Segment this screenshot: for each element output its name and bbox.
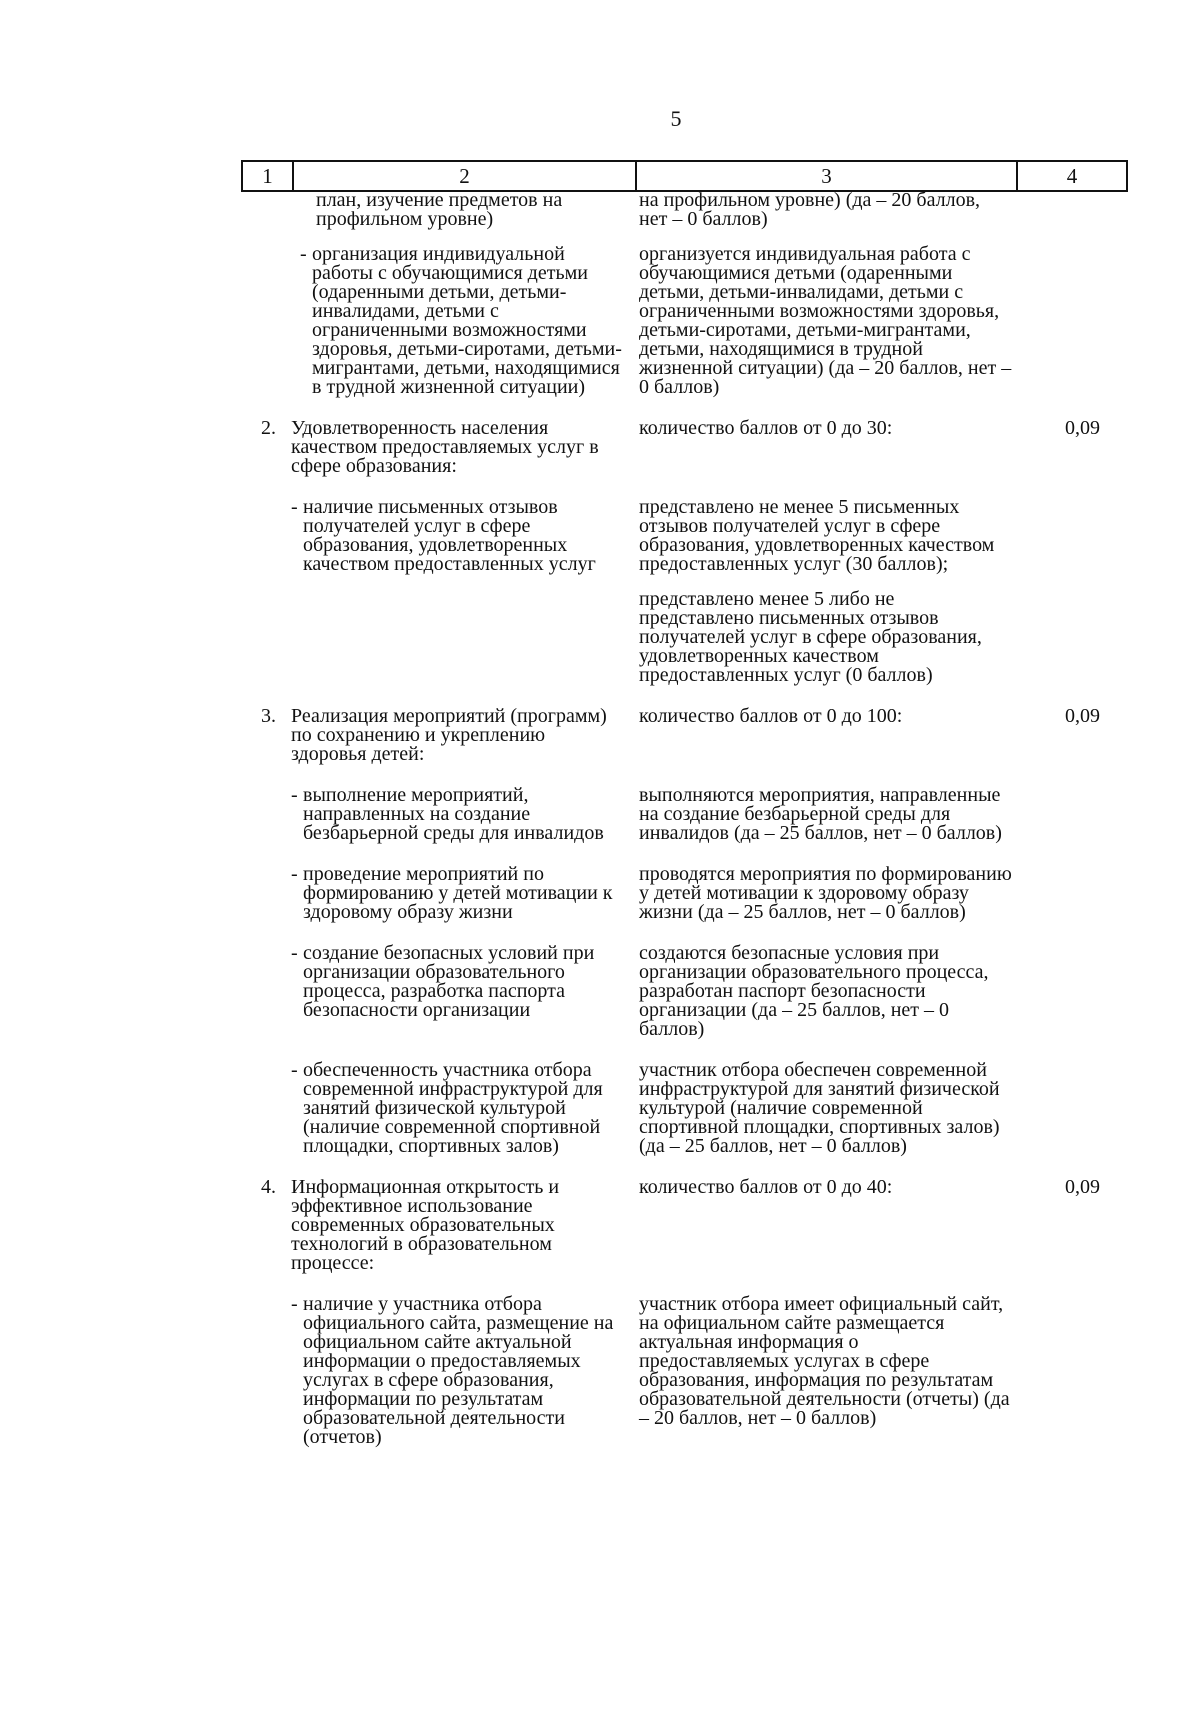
table-row xyxy=(241,191,1128,229)
criterion-text: обеспеченность участника отбора современной инфраструктурой для занятий физической культурой (наличие современной спортивной площадки, спортивных залов) xyxy=(303,1059,603,1157)
score-text: на профильном уровне) (да – 20 баллов, нет – 0 баллов) xyxy=(639,189,981,230)
table-row xyxy=(241,1178,1128,1273)
table-row: - проведение мероприятий по формированию у детей мотивации к здоровому образу жизни проводятся мероприятия по формированию у детей мотивации к здоровому образу жизни (да – 25 баллов, нет – 0 баллов) xyxy=(291,863,1012,923)
score-text: участник отбора обеспечен современной инфраструктурой для занятий физической культурой (наличие современной спортивной площадки, спортивных залов) (да – 25 баллов, нет – 0 баллов) xyxy=(639,1059,1000,1157)
row-number: 3. xyxy=(261,705,276,727)
score-text: участник отбора имеет официальный сайт, на официальном сайте размещается актуальная информация о предоставляемых услугах в сфере образования, информация по результатам образовательной деятельности (отчеты) (да – 20 баллов, нет – 0 баллов) xyxy=(639,1293,1010,1429)
header-col-4: 4 xyxy=(1066,164,1078,188)
score-text: организуется индивидуальная работа с обучающимися детьми (одаренными детьми, детьми-инвалидами, детьми с ограниченными возможностями здоровья, детьми-сиротами, детьми-мигрантами, детьми, находящимися в трудной жизненной ситуации) (да – 20 баллов, нет – 0 баллов) xyxy=(639,243,1012,398)
row-number: 2. xyxy=(261,417,276,439)
criterion-text: план, изучение предметов на профильном уровне) xyxy=(316,189,563,230)
header-col-1: 1 xyxy=(243,162,294,190)
table-header xyxy=(241,160,1128,192)
row-number: 4. xyxy=(261,1176,276,1198)
table-row xyxy=(241,419,1128,476)
table-row xyxy=(241,707,1128,764)
weight-value: 0,09 xyxy=(1065,417,1100,439)
score-text: создаются безопасные условия при организации образовательного процесса, разработан паспорт безопасности организации (да – 25 баллов, нет – 0 баллов) xyxy=(639,942,989,1040)
table-row: - выполнение мероприятий, направленных на создание безбарьерной среды для инвалидов выполняются мероприятия, направленные на создание безбарьерной среды для инвалидов (да – 25 баллов, нет – 0 баллов) xyxy=(241,786,1128,843)
criterion-text: Удовлетворенность населения качеством предоставляемых услуг в сфере образования: xyxy=(291,417,599,477)
score-text: представлено не менее 5 письменных отзывов получателей услуг в сфере образования, удовлетворенных качеством предоставленных услуг (30 баллов); xyxy=(639,496,995,575)
table-row: - обеспеченность участника отбора современной инфраструктурой для занятий физической культурой (наличие современной спортивной площадки, спортивных залов) участник отбора обеспечен современной инфраструктурой для занятий физической культурой (наличие современной спортивной площадки, спортивных залов) (да – 25 баллов, нет – 0 баллов) xyxy=(241,1061,1128,1156)
table-row: - организация индивидуальной работы с обучающимися детьми (одаренными детьми, детьми-инвалидами, детьми с ограниченными возможностями здоровья, детьми-сиротами, детьми-мигрантами, детьми, находящимися в трудной жизненной ситуации) организуется индивидуальная работа с обучающимися детьми (одаренными детьми, детьми-инвалидами, детьми с ограниченными возможностями здоровья, детьми-сиротами, детьми-мигрантами, детьми, находящимися в трудной жизненной ситуации) (да – 20 баллов, нет – 0 баллов) xyxy=(300,243,1012,398)
score-text: количество баллов от 0 до 40: xyxy=(639,1176,893,1198)
score-text: проводятся мероприятия по формированию у детей мотивации к здоровому образу жизни (да – 25 баллов, нет – 0 баллов) xyxy=(639,863,1012,923)
header-col-3: 3 xyxy=(637,162,1018,190)
weight-value: 0,09 xyxy=(1065,1176,1100,1198)
criterion-text: Информационная открытость и эффективное использование современных образовательных технологий в образовательном процессе: xyxy=(291,1176,560,1274)
table-row: - создание безопасных условий при организации образовательного процесса, разработка паспорта безопасности организации создаются безопасные условия при организации образовательного процесса, разработан паспорт безопасности организации (да – 25 баллов, нет – 0 баллов) xyxy=(241,944,1128,1039)
header-col-2: 2 xyxy=(294,162,637,190)
criteria-table-body xyxy=(241,191,1128,1447)
table-row: - наличие у участника отбора официального сайта, размещение на официальном сайте актуальной информации о предоставляемых услугах в сфере образования, информации по результатам образовательной деятельности (отчетов) участник отбора имеет официальный сайт, на официальном сайте размещается актуальная информация о предоставляемых услугах в сфере образования, информация по результатам образовательной деятельности (отчеты) (да – 20 баллов, нет – 0 баллов) xyxy=(241,1295,1128,1447)
criterion-text: проведение мероприятий по формированию у детей мотивации к здоровому образу жизни xyxy=(303,863,613,923)
criterion-text: выполнение мероприятий, направленных на создание безбарьерной среды для инвалидов xyxy=(303,784,604,844)
criterion-text: Реализация мероприятий (программ) по сохранению и укреплению здоровья детей: xyxy=(291,705,607,765)
criterion-text: наличие письменных отзывов получателей услуг в сфере образования, удовлетворенных качеством предоставленных услуг xyxy=(303,496,596,575)
page-number: 5 xyxy=(670,106,682,131)
score-text: представлено менее 5 либо не представлено письменных отзывов получателей услуг в сфере образования, удовлетворенных качеством предоставленных услуг (0 баллов) xyxy=(639,588,982,686)
criterion-text: организация индивидуальной работы с обучающимися детьми (одаренными детьми, детьми-инвалидами, детьми с ограниченными возможностями здоровья, детьми-сиротами, детьми-мигрантами, детьми, находящимися в трудной жизненной ситуации) xyxy=(312,243,622,398)
score-text: количество баллов от 0 до 30: xyxy=(639,417,893,439)
criterion-text: наличие у участника отбора официального сайта, размещение на официальном сайте актуальной информации о предоставляемых услугах в сфере образования, информации по результатам образовательной деятельности (отчетов) xyxy=(303,1293,614,1448)
score-text: количество баллов от 0 до 100: xyxy=(639,705,903,727)
weight-value: 0,09 xyxy=(1065,705,1100,727)
criterion-text: создание безопасных условий при организации образовательного процесса, разработка паспорта безопасности организации xyxy=(303,942,595,1021)
score-text: выполняются мероприятия, направленные на создание безбарьерной среды для инвалидов (да – 25 баллов, нет – 0 баллов) xyxy=(639,784,1002,844)
table-row: - наличие письменных отзывов получателей услуг в сфере образования, удовлетворенных качеством предоставленных услуг представлено не менее 5 письменных отзывов получателей услуг в сфере образования, удовлетворенных качеством предоставленных услуг (30 баллов); представлено менее 5 либо не представлено письменных отзывов получателей услуг в сфере образования, удовлетворенных качеством предоставленных услуг (0 баллов) xyxy=(241,498,1128,685)
